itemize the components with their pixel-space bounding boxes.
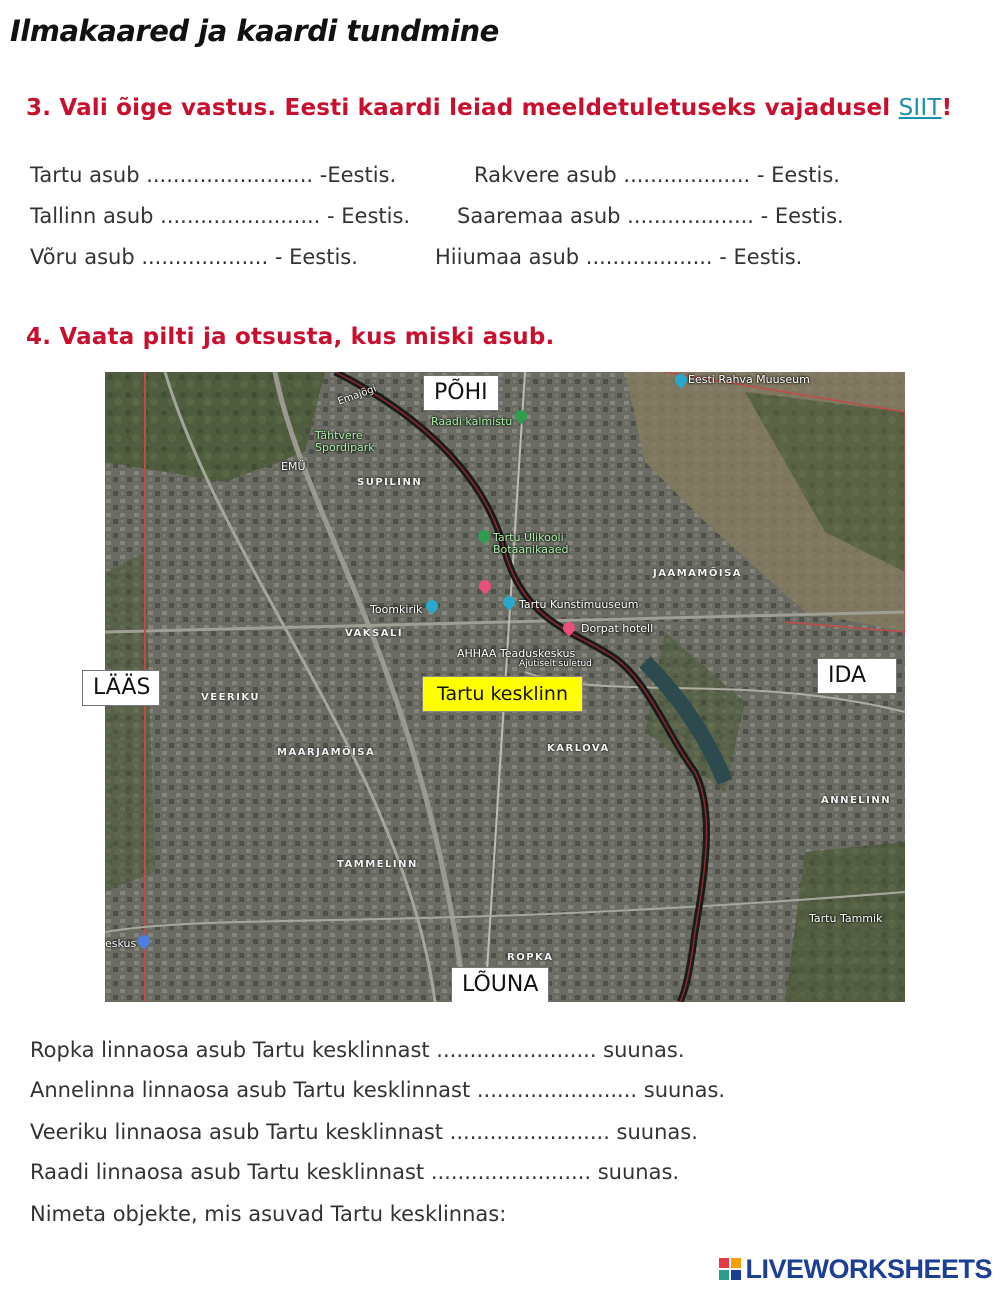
logo-blocks-icon bbox=[719, 1258, 741, 1280]
poi-raadi-kalmistu: Raadi kalmistu bbox=[431, 415, 513, 428]
task3-item-voru[interactable]: Võru asub ................... - Eestis. bbox=[30, 245, 358, 269]
compass-east: IDA bbox=[817, 658, 897, 694]
district-tammelinn: TAMMELINN bbox=[337, 859, 418, 870]
district-jaamamoisa: JAAMAMÕISA bbox=[653, 568, 743, 579]
task3-heading-text: 3. Vali õige vastus. Eesti kaardi leiad meeldetuletuseks vajadusel bbox=[26, 95, 899, 121]
district-annelinn: ANNELINN bbox=[821, 795, 892, 806]
siit-link[interactable]: SIIT bbox=[898, 95, 942, 121]
poi-dorpat: Dorpat hotell bbox=[581, 622, 654, 635]
question-annelinna[interactable]: Annelinna linnaosa asub Tartu kesklinnast ........................ suunas. bbox=[30, 1078, 726, 1102]
task3-item-tallinn[interactable]: Tallinn asub ........................ - Eestis. bbox=[30, 204, 411, 228]
page-title: Ilmakaared ja kaardi tundmine bbox=[10, 14, 499, 48]
poi-emajogi: Emajõgi bbox=[336, 383, 378, 408]
task4-heading: 4. Vaata pilti ja otsusta, kus miski asub. bbox=[26, 324, 555, 350]
task3-heading bbox=[26, 95, 952, 121]
question-veeriku[interactable]: Veeriku linnaosa asub Tartu kesklinnast ........................ suunas. bbox=[30, 1120, 698, 1144]
poi-emu: EMÜ bbox=[281, 460, 306, 473]
logo-text: LIVEWORKSHEETS bbox=[745, 1253, 992, 1284]
task3-item-hiiumaa[interactable]: Hiiumaa asub ................... - Eestis. bbox=[435, 245, 803, 269]
district-supilinn: SUPILINN bbox=[357, 477, 423, 488]
tartu-map bbox=[105, 372, 905, 1002]
compass-south: LÕUNA bbox=[451, 967, 549, 1002]
district-vaksali: VAKSALI bbox=[345, 628, 404, 639]
question-ropka[interactable]: Ropka linnaosa asub Tartu kesklinnast ........................ suunas. bbox=[30, 1038, 685, 1062]
compass-north: PÕHI bbox=[423, 375, 499, 411]
district-ropka: ROPKA bbox=[507, 952, 554, 963]
question-objects[interactable]: Nimeta objekte, mis asuvad Tartu kesklinnas: bbox=[30, 1202, 507, 1226]
poi-tahtvere: Tähtvere Spordipark bbox=[315, 429, 375, 454]
task3-item-saaremaa[interactable]: Saaremaa asub ................... - Eestis. bbox=[457, 204, 844, 228]
poi-kunstimuuseum: Tartu Kunstimuuseum bbox=[519, 598, 639, 611]
compass-west: LÄÄS bbox=[82, 670, 160, 706]
poi-toomkirik: Toomkirik bbox=[370, 603, 423, 616]
district-veeriku: VEERIKU bbox=[201, 692, 261, 703]
task3-heading-end: ! bbox=[941, 95, 953, 121]
district-maarjamoisa: MAARJAMÕISA bbox=[277, 747, 376, 758]
poi-ahhaa: AHHAA Teaduskeskus bbox=[457, 647, 576, 660]
liveworksheets-logo bbox=[719, 1253, 992, 1284]
poi-ajutiselt-suletud: Ajutiselt suletud bbox=[519, 659, 592, 669]
poi-eskus: eskus bbox=[105, 937, 137, 950]
district-karlova: KARLOVA bbox=[547, 743, 610, 754]
poi-botaanikaaed: Tartu Ülikooli Botaanikaaed bbox=[493, 531, 569, 556]
center-label: Tartu kesklinn bbox=[422, 676, 583, 712]
poi-tartu-tammik: Tartu Tammik bbox=[809, 912, 883, 925]
poi-erm: Eesti Rahva Muuseum bbox=[688, 373, 810, 386]
task3-item-tartu[interactable]: Tartu asub ......................... -Eestis. bbox=[30, 163, 397, 187]
question-raadi[interactable]: Raadi linnaosa asub Tartu kesklinnast ........................ suunas. bbox=[30, 1160, 680, 1184]
task3-item-rakvere[interactable]: Rakvere asub ................... - Eestis. bbox=[474, 163, 840, 187]
